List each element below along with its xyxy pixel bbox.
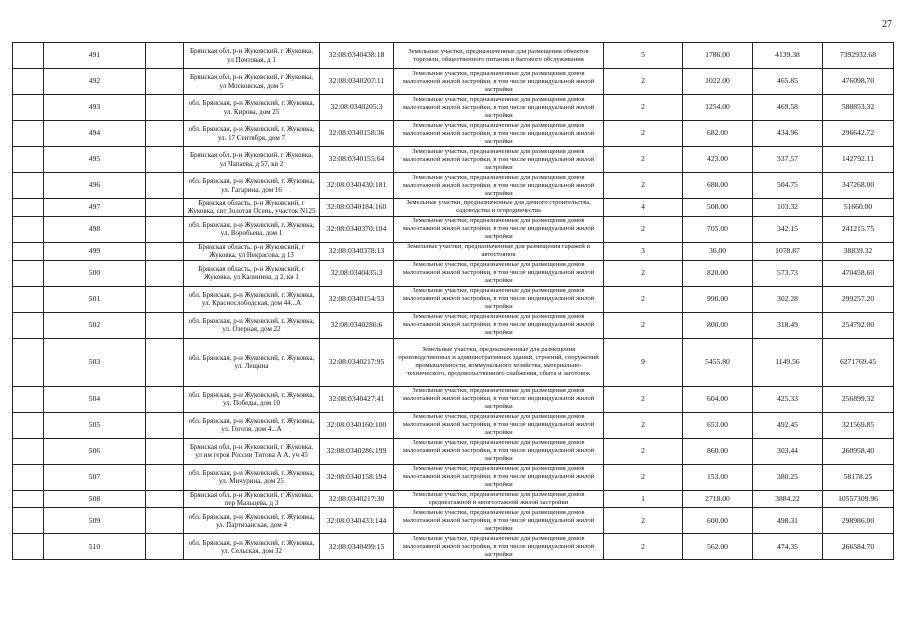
empty-cell bbox=[13, 95, 44, 121]
specific-cadastral-value: 434.96 bbox=[753, 121, 823, 147]
group-number: 5 bbox=[604, 43, 683, 69]
land-use-category: Земельные участки, предназначенные для размещения домов среднеэтажной и многоэтажной жилой застройки bbox=[394, 490, 604, 508]
group-number: 2 bbox=[604, 412, 683, 438]
address-cell: Брянская обл, р-н Жуковский, г Жуковка, ул Чапаева, д 57, кв 2 bbox=[184, 147, 320, 173]
cadastral-number: 32:08:0340499:15 bbox=[320, 534, 394, 560]
empty-cell bbox=[146, 286, 184, 312]
row-number: 507 bbox=[44, 464, 146, 490]
land-use-category: Земельные участки, предназначенные для размещения домов малоэтажной жилой застройки, в том числе индивидуальной жилой застройки bbox=[394, 508, 604, 534]
specific-cadastral-value: 573.73 bbox=[753, 260, 823, 286]
empty-cell bbox=[146, 69, 184, 95]
land-use-category: Земельные участки, предназначенные для размещения домов малоэтажной жилой застройки, в том числе индивидуальной жилой застройки bbox=[394, 534, 604, 560]
land-use-category: Земельные участки, предназначенные для размещения гаражей и автостоянок bbox=[394, 242, 604, 260]
address-cell: обл. Брянская, р-н Жуковский, г. Жуковка, ул. Сельская, дом 32 bbox=[184, 534, 320, 560]
land-use-category: Земельные участки, предназначенные для дачного строительства, садоводства и огородничества bbox=[394, 199, 604, 217]
address-cell: обл. Брянская, р-н Жуковский, г. Жуковка, ул. Мичурина, дом 25 bbox=[184, 464, 320, 490]
group-number: 2 bbox=[604, 386, 683, 412]
cadastral-number: 32:08:0340158:194 bbox=[320, 464, 394, 490]
area-value: 1254.00 bbox=[683, 95, 753, 121]
cadastral-value: 142792.11 bbox=[823, 147, 894, 173]
empty-cell bbox=[13, 242, 44, 260]
area-value: 5455.80 bbox=[683, 338, 753, 386]
area-value: 600.00 bbox=[683, 508, 753, 534]
cadastral-value: 241215.75 bbox=[823, 216, 894, 242]
table-row bbox=[13, 490, 894, 508]
empty-cell bbox=[146, 216, 184, 242]
cadastral-number: 32:08:0340217:95 bbox=[320, 338, 394, 386]
empty-cell bbox=[13, 147, 44, 173]
specific-cadastral-value: 498.31 bbox=[753, 508, 823, 534]
table-row bbox=[13, 43, 894, 69]
cadastral-number: 32:08:0340378:13 bbox=[320, 242, 394, 260]
table-row bbox=[13, 216, 894, 242]
group-number: 2 bbox=[604, 260, 683, 286]
group-number: 2 bbox=[604, 464, 683, 490]
area-value: 653.00 bbox=[683, 412, 753, 438]
cadastral-number: 32:08:0340435:3 bbox=[320, 260, 394, 286]
cadastral-number: 32:08:0340154:53 bbox=[320, 286, 394, 312]
specific-cadastral-value: 380.25 bbox=[753, 464, 823, 490]
land-plots-table bbox=[12, 42, 894, 560]
cadastral-value: 256899.32 bbox=[823, 386, 894, 412]
row-number: 504 bbox=[44, 386, 146, 412]
land-use-category: Земельные участки, предназначенные для размещения домов малоэтажной жилой застройки, в том числе индивидуальной жилой застройки bbox=[394, 412, 604, 438]
table-row bbox=[13, 95, 894, 121]
specific-cadastral-value: 425.33 bbox=[753, 386, 823, 412]
empty-cell bbox=[13, 338, 44, 386]
table-row bbox=[13, 464, 894, 490]
empty-cell bbox=[13, 69, 44, 95]
cadastral-number: 32:08:0340155:64 bbox=[320, 147, 394, 173]
cadastral-value: 254792.00 bbox=[823, 312, 894, 338]
group-number: 2 bbox=[604, 286, 683, 312]
cadastral-value: 476098.70 bbox=[823, 69, 894, 95]
address-cell: Брянская область, р-н Жуковский, г Жуковка, ул Калинина, д 2, кв 1 bbox=[184, 260, 320, 286]
land-use-category: Земельные участки, предназначенные для размещения домов малоэтажной жилой застройки, в том числе индивидуальной жилой застройки bbox=[394, 286, 604, 312]
empty-cell bbox=[13, 121, 44, 147]
area-value: 36.00 bbox=[683, 242, 753, 260]
empty-cell bbox=[13, 464, 44, 490]
cadastral-value: 10557309.96 bbox=[823, 490, 894, 508]
group-number: 2 bbox=[604, 95, 683, 121]
row-number: 496 bbox=[44, 173, 146, 199]
row-number: 509 bbox=[44, 508, 146, 534]
cadastral-value: 347268.00 bbox=[823, 173, 894, 199]
group-number: 2 bbox=[604, 508, 683, 534]
table-row bbox=[13, 338, 894, 386]
address-cell: обл. Брянская, р-н Жуковский, г. Жуковка, ул. Лещина bbox=[184, 338, 320, 386]
address-cell: обл. Брянская, р-н Жуковский, г. Жуковка, ул. Победы, дом 10 bbox=[184, 386, 320, 412]
cadastral-number: 32:08:0340160:100 bbox=[320, 412, 394, 438]
table-row bbox=[13, 69, 894, 95]
empty-cell bbox=[146, 338, 184, 386]
empty-cell bbox=[146, 260, 184, 286]
empty-cell bbox=[146, 147, 184, 173]
table-row bbox=[13, 534, 894, 560]
area-value: 2718.00 bbox=[683, 490, 753, 508]
area-value: 423.00 bbox=[683, 147, 753, 173]
land-use-category: Земельные участки, предназначенные для размещения домов малоэтажной жилой застройки, в том числе индивидуальной жилой застройки bbox=[394, 312, 604, 338]
specific-cadastral-value: 318.49 bbox=[753, 312, 823, 338]
row-number: 503 bbox=[44, 338, 146, 386]
empty-cell bbox=[146, 508, 184, 534]
table-row bbox=[13, 286, 894, 312]
cadastral-value: 298986.00 bbox=[823, 508, 894, 534]
address-cell: обл. Брянская, р-н Жуковский, г. Жуковка, ул. Воробьева, дом 1 bbox=[184, 216, 320, 242]
empty-cell bbox=[146, 534, 184, 560]
group-number: 2 bbox=[604, 69, 683, 95]
empty-cell bbox=[13, 286, 44, 312]
group-number: 2 bbox=[604, 438, 683, 464]
table-row bbox=[13, 173, 894, 199]
row-number: 500 bbox=[44, 260, 146, 286]
row-number: 505 bbox=[44, 412, 146, 438]
cadastral-value: 321569.85 bbox=[823, 412, 894, 438]
empty-cell bbox=[13, 534, 44, 560]
area-value: 820.00 bbox=[683, 260, 753, 286]
group-number: 2 bbox=[604, 173, 683, 199]
cadastral-number: 32:08:0340286:6 bbox=[320, 312, 394, 338]
empty-cell bbox=[13, 312, 44, 338]
cadastral-number: 32:08:0340158:36 bbox=[320, 121, 394, 147]
land-use-category: Земельные участки, предназначенные для размещения домов малоэтажной жилой застройки, в том числе индивидуальной жилой застройки bbox=[394, 173, 604, 199]
land-use-category: Земельные участки, предназначенные для размещения домов малоэтажной жилой застройки, в том числе индивидуальной жилой застройки bbox=[394, 95, 604, 121]
area-value: 688.00 bbox=[683, 173, 753, 199]
cadastral-number: 32:08:0340427:41 bbox=[320, 386, 394, 412]
empty-cell bbox=[13, 438, 44, 464]
specific-cadastral-value: 1078.87 bbox=[753, 242, 823, 260]
specific-cadastral-value: 3884.22 bbox=[753, 490, 823, 508]
table-row bbox=[13, 412, 894, 438]
land-use-category: Земельные участки, предназначенные для размещения домов малоэтажной жилой застройки, в том числе индивидуальной жилой застройки bbox=[394, 260, 604, 286]
row-number: 499 bbox=[44, 242, 146, 260]
table-row bbox=[13, 312, 894, 338]
empty-cell bbox=[13, 199, 44, 217]
empty-cell bbox=[13, 173, 44, 199]
land-use-category: Земельные участки, предназначенные для размещения объектов торговли, общественного питания и бытового обслуживания bbox=[394, 43, 604, 69]
address-cell: Брянская область, р-н Жуковский, г Жуковка, снт Золотая Осень, участок N125 bbox=[184, 199, 320, 217]
land-use-category: Земельные участки, предназначенные для размещения домов малоэтажной жилой застройки, в том числе индивидуальной жилой застройки bbox=[394, 438, 604, 464]
specific-cadastral-value: 103.32 bbox=[753, 199, 823, 217]
empty-cell bbox=[13, 508, 44, 534]
cadastral-value: 38839.32 bbox=[823, 242, 894, 260]
cadastral-number: 32:08:0340217:30 bbox=[320, 490, 394, 508]
empty-cell bbox=[13, 216, 44, 242]
table-row bbox=[13, 508, 894, 534]
cadastral-number: 32:08:0340438:18 bbox=[320, 43, 394, 69]
cadastral-number: 32:08:0340205:3 bbox=[320, 95, 394, 121]
specific-cadastral-value: 337.57 bbox=[753, 147, 823, 173]
specific-cadastral-value: 342.15 bbox=[753, 216, 823, 242]
cadastral-number: 32:08:0340207:11 bbox=[320, 69, 394, 95]
row-number: 502 bbox=[44, 312, 146, 338]
empty-cell bbox=[13, 490, 44, 508]
address-cell: Брянская обл, р-н Жуковский, г Жуковка, ул Почтовая, д 1 bbox=[184, 43, 320, 69]
row-number: 497 bbox=[44, 199, 146, 217]
group-number: 4 bbox=[604, 199, 683, 217]
land-use-category: Земельные участки, предназначенные для размещения домов малоэтажной жилой застройки, в том числе индивидуальной жилой застройки bbox=[394, 386, 604, 412]
address-cell: обл. Брянская, р-н Жуковский, г. Жуковка, ул. Гагарина, дом 16 bbox=[184, 173, 320, 199]
land-use-category: Земельные участки, предназначенные для размещения домов малоэтажной жилой застройки, в том числе индивидуальной жилой застройки bbox=[394, 147, 604, 173]
row-number: 506 bbox=[44, 438, 146, 464]
empty-cell bbox=[146, 173, 184, 199]
address-cell: обл. Брянская, р-н Жуковский, г. Жуковка, ул. Партизанская, дом 4 bbox=[184, 508, 320, 534]
row-number: 491 bbox=[44, 43, 146, 69]
land-use-category: Земельные участки, предназначенные для размещения домов малоэтажной жилой застройки, в том числе индивидуальной жилой застройки bbox=[394, 464, 604, 490]
empty-cell bbox=[13, 43, 44, 69]
empty-cell bbox=[13, 386, 44, 412]
specific-cadastral-value: 469.58 bbox=[753, 95, 823, 121]
address-cell: Брянская обл, р-н Жуковский, г Жуковка, ул им героя России Титова А А, уч 45 bbox=[184, 438, 320, 464]
specific-cadastral-value: 1149.56 bbox=[753, 338, 823, 386]
area-value: 1786.00 bbox=[683, 43, 753, 69]
cadastral-number: 32:08:0340433:144 bbox=[320, 508, 394, 534]
table-row bbox=[13, 199, 894, 217]
cadastral-value: 260958.40 bbox=[823, 438, 894, 464]
cadastral-value: 266584.70 bbox=[823, 534, 894, 560]
empty-cell bbox=[146, 312, 184, 338]
area-value: 800.00 bbox=[683, 312, 753, 338]
group-number: 1 bbox=[604, 490, 683, 508]
page-number: 27 bbox=[882, 19, 892, 30]
cadastral-value: 58178.25 bbox=[823, 464, 894, 490]
group-number: 3 bbox=[604, 242, 683, 260]
cadastral-value: 7392932.68 bbox=[823, 43, 894, 69]
empty-cell bbox=[146, 412, 184, 438]
row-number: 492 bbox=[44, 69, 146, 95]
cadastral-value: 6271769.45 bbox=[823, 338, 894, 386]
area-value: 1022.00 bbox=[683, 69, 753, 95]
group-number: 2 bbox=[604, 216, 683, 242]
group-number: 2 bbox=[604, 534, 683, 560]
specific-cadastral-value: 465.85 bbox=[753, 69, 823, 95]
specific-cadastral-value: 4139.38 bbox=[753, 43, 823, 69]
area-value: 562.00 bbox=[683, 534, 753, 560]
cadastral-number: 32:08:0340430:181 bbox=[320, 173, 394, 199]
row-number: 498 bbox=[44, 216, 146, 242]
cadastral-value: 588853.32 bbox=[823, 95, 894, 121]
empty-cell bbox=[146, 386, 184, 412]
cadastral-number: 32:08:0340184:160 bbox=[320, 199, 394, 217]
row-number: 501 bbox=[44, 286, 146, 312]
cadastral-value: 470458.60 bbox=[823, 260, 894, 286]
area-value: 705.00 bbox=[683, 216, 753, 242]
address-cell: обл. Брянская, р-н Жуковский, г. Жуковка, ул. Гоголя, дом 4...А bbox=[184, 412, 320, 438]
group-number: 2 bbox=[604, 312, 683, 338]
cadastral-value: 299257.20 bbox=[823, 286, 894, 312]
address-cell: обл. Брянская, р-н Жуковский, г. Жуковка, ул. Озерная, дом 22 bbox=[184, 312, 320, 338]
row-number: 508 bbox=[44, 490, 146, 508]
cadastral-number: 32:08:0340286:199 bbox=[320, 438, 394, 464]
table-row bbox=[13, 260, 894, 286]
address-cell: Брянская область, р-н Жуковский, г Жуковка, ул Некрасова, д 13 bbox=[184, 242, 320, 260]
table-row bbox=[13, 121, 894, 147]
group-number: 2 bbox=[604, 121, 683, 147]
table-row bbox=[13, 438, 894, 464]
specific-cadastral-value: 474.35 bbox=[753, 534, 823, 560]
row-number: 495 bbox=[44, 147, 146, 173]
empty-cell bbox=[146, 438, 184, 464]
table-row bbox=[13, 386, 894, 412]
specific-cadastral-value: 492.45 bbox=[753, 412, 823, 438]
address-cell: Брянская обл, р-н Жуковский, г Жуковка, ул Московская, дом 5 bbox=[184, 69, 320, 95]
table-row bbox=[13, 242, 894, 260]
address-cell: Брянская обл, р-н Жуковский, г Жуковка, пер Мальцева, д 3 bbox=[184, 490, 320, 508]
area-value: 604.00 bbox=[683, 386, 753, 412]
empty-cell bbox=[146, 43, 184, 69]
land-use-category: Земельные участки, предназначенные для размещения производственных и административных зданий, строений, сооружений промышленности, коммунального хозяйства, материально-технического, продовольственного снабжения, сбыта и заготовок bbox=[394, 338, 604, 386]
specific-cadastral-value: 302.28 bbox=[753, 286, 823, 312]
empty-cell bbox=[146, 490, 184, 508]
empty-cell bbox=[13, 260, 44, 286]
row-number: 494 bbox=[44, 121, 146, 147]
empty-cell bbox=[13, 412, 44, 438]
area-value: 860.00 bbox=[683, 438, 753, 464]
area-value: 500.00 bbox=[683, 199, 753, 217]
area-value: 682.00 bbox=[683, 121, 753, 147]
cadastral-value: 51660.00 bbox=[823, 199, 894, 217]
cadastral-value: 296642.72 bbox=[823, 121, 894, 147]
empty-cell bbox=[146, 242, 184, 260]
empty-cell bbox=[146, 199, 184, 217]
area-value: 990.00 bbox=[683, 286, 753, 312]
land-use-category: Земельные участки, предназначенные для размещения домов малоэтажной жилой застройки, в том числе индивидуальной жилой застройки bbox=[394, 69, 604, 95]
area-value: 153.00 bbox=[683, 464, 753, 490]
row-number: 510 bbox=[44, 534, 146, 560]
group-number: 9 bbox=[604, 338, 683, 386]
address-cell: обл. Брянская, р-н Жуковский, г. Жуковка, ул. Кирова, дом 25 bbox=[184, 95, 320, 121]
land-use-category: Земельные участки, предназначенные для размещения домов малоэтажной жилой застройки, в том числе индивидуальной жилой застройки bbox=[394, 216, 604, 242]
address-cell: обл. Брянская, р-н Жуковский, г. Жуковка, ул. Краснослободская, дом 44...А bbox=[184, 286, 320, 312]
address-cell: обл. Брянская, р-н Жуковский, г. Жуковка, ул. 17 Сентября, дом 7 bbox=[184, 121, 320, 147]
row-number: 493 bbox=[44, 95, 146, 121]
cadastral-number: 32:08:0340370:104 bbox=[320, 216, 394, 242]
specific-cadastral-value: 303.44 bbox=[753, 438, 823, 464]
table-row bbox=[13, 147, 894, 173]
group-number: 2 bbox=[604, 147, 683, 173]
land-use-category: Земельные участки, предназначенные для размещения домов малоэтажной жилой застройки, в том числе индивидуальной жилой застройки bbox=[394, 121, 604, 147]
specific-cadastral-value: 504.75 bbox=[753, 173, 823, 199]
empty-cell bbox=[146, 464, 184, 490]
empty-cell bbox=[146, 121, 184, 147]
empty-cell bbox=[146, 95, 184, 121]
